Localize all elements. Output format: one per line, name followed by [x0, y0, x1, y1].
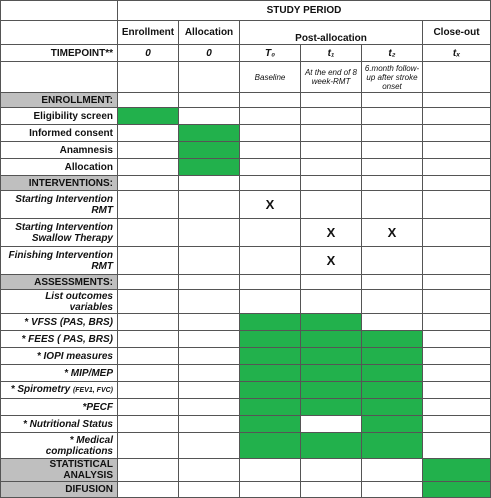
- mark-x: X: [301, 247, 362, 275]
- fill-cell: [362, 365, 423, 382]
- fill-cell: [301, 382, 362, 399]
- mark-x: X: [240, 191, 301, 219]
- row-mip-mep: * MIP/MEP: [1, 365, 118, 382]
- row-vfss: * VFSS (PAS, BRS): [1, 314, 118, 331]
- row-allocation: Allocation: [1, 159, 118, 176]
- section-interventions: INTERVENTIONS:: [1, 176, 118, 191]
- timepoint-t1: t₁: [301, 45, 362, 62]
- fill-cell: [118, 108, 179, 125]
- fill-cell: [423, 459, 491, 482]
- empty-cell: [301, 416, 362, 433]
- allocation-header: Allocation: [179, 21, 240, 45]
- fill-cell: [423, 482, 491, 498]
- row-anamnesis: Anamnesis: [1, 142, 118, 159]
- mark-x: X: [301, 219, 362, 247]
- fill-cell: [362, 331, 423, 348]
- fill-cell: [362, 348, 423, 365]
- post-allocation-header: Post-allocation: [240, 21, 423, 45]
- t0-description: Baseline: [240, 62, 301, 93]
- fill-cell: [240, 416, 301, 433]
- row-list-outcomes: List outcomes variables: [1, 290, 118, 314]
- row-spirometry: [1, 382, 118, 399]
- section-difusion: DIFUSION: [1, 482, 118, 498]
- row-eligibility: Eligibility screen: [1, 108, 118, 125]
- t1-description: At the end of 8 week-RMT: [301, 62, 362, 93]
- close-out-header: Close-out: [423, 21, 491, 45]
- study-period-header: STUDY PERIOD: [118, 1, 491, 21]
- section-statistical: STATISTICAL ANALYSIS: [1, 459, 118, 482]
- timepoint-label: TIMEPOINT**: [1, 45, 118, 62]
- spirometry-label: * Spirometry: [10, 384, 71, 395]
- row-consent: Informed consent: [1, 125, 118, 142]
- fill-cell: [179, 125, 240, 142]
- t2-description: 6.month follow-up after stroke onset: [362, 62, 423, 93]
- row-start-swallow: Starting Intervention Swallow Therapy: [1, 219, 118, 247]
- fill-cell: [301, 331, 362, 348]
- row-pecf: *PECF: [1, 399, 118, 416]
- row-fees: * FEES ( PAS, BRS): [1, 331, 118, 348]
- corner-cell: [1, 1, 118, 21]
- timepoint-t0: T₀: [240, 45, 301, 62]
- corner-cell: [1, 21, 118, 45]
- fill-cell: [301, 348, 362, 365]
- row-nutritional: * Nutritional Status: [1, 416, 118, 433]
- fill-cell: [240, 365, 301, 382]
- fill-cell: [240, 382, 301, 399]
- row-iopi: * IOPI measures: [1, 348, 118, 365]
- fill-cell: [240, 399, 301, 416]
- fill-cell: [362, 416, 423, 433]
- fill-cell: [240, 348, 301, 365]
- row-start-rmt: Starting Intervention RMT: [1, 191, 118, 219]
- timepoint-enrollment: 0: [118, 45, 179, 62]
- fill-cell: [240, 314, 301, 331]
- fill-cell: [240, 331, 301, 348]
- fill-cell: [301, 399, 362, 416]
- fill-cell: [301, 433, 362, 459]
- fill-cell: [362, 433, 423, 459]
- fill-cell: [362, 399, 423, 416]
- section-enrollment: ENROLLMENT:: [1, 93, 118, 108]
- mark-x: X: [362, 219, 423, 247]
- timepoint-tx: tₓ: [423, 45, 491, 62]
- fill-cell: [362, 382, 423, 399]
- section-assessments: ASSESSMENTS:: [1, 275, 118, 290]
- row-finish-rmt: Finishing Intervention RMT: [1, 247, 118, 275]
- timepoint-t2: t₂: [362, 45, 423, 62]
- fill-cell: [179, 142, 240, 159]
- fill-cell: [240, 433, 301, 459]
- fill-cell: [301, 365, 362, 382]
- fill-cell: [179, 159, 240, 176]
- enrollment-header: Enrollment: [118, 21, 179, 45]
- spirometry-sub: (FEV1, FVC): [72, 387, 113, 394]
- row-medical: * Medical complications: [1, 433, 118, 459]
- timepoint-allocation: 0: [179, 45, 240, 62]
- fill-cell: [301, 314, 362, 331]
